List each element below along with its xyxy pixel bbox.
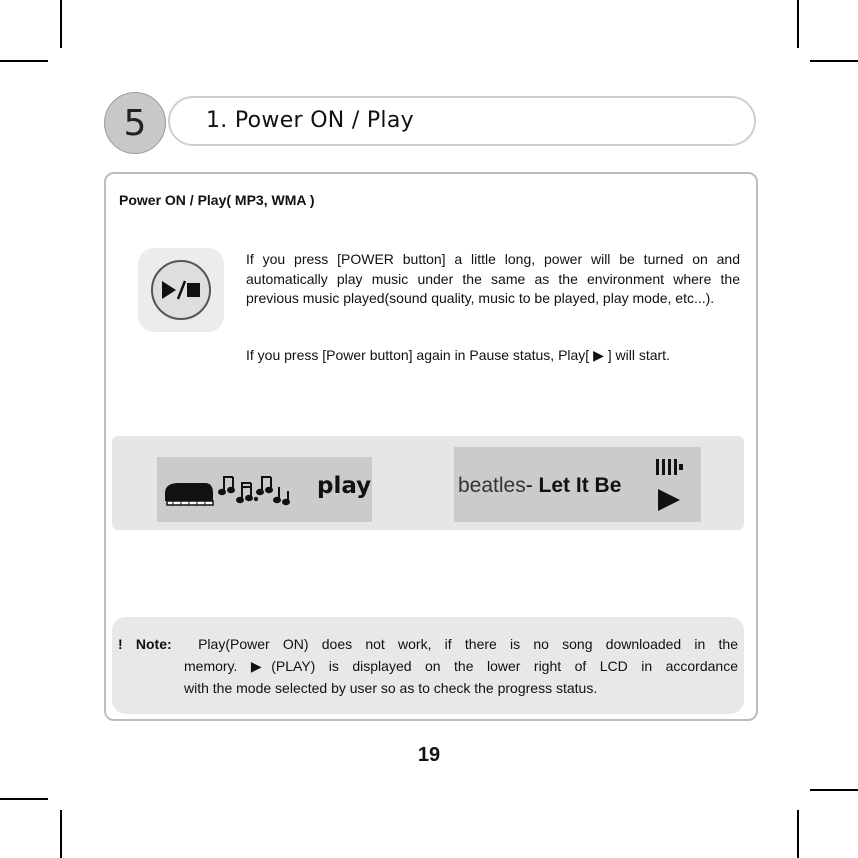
crop-mark-top-right-v bbox=[797, 0, 799, 48]
crop-mark-bottom-left-v bbox=[60, 810, 62, 858]
note-line-2: memory. ▶(PLAY) is displayed on the lower right of LCD in accordance bbox=[184, 658, 738, 674]
lcd-screen-song bbox=[454, 447, 701, 522]
crop-mark-bottom-left-h bbox=[0, 798, 48, 800]
chapter-number: 5 bbox=[123, 102, 147, 144]
battery-play-icon bbox=[654, 455, 688, 517]
crop-mark-bottom-right-v bbox=[797, 810, 799, 858]
play-stop-icon bbox=[138, 248, 224, 332]
page-title: 1. Power ON / Play bbox=[206, 108, 414, 133]
note-label: ! Note: bbox=[118, 636, 172, 652]
lcd-song-info bbox=[458, 474, 621, 498]
play-stop-glyph bbox=[161, 279, 201, 301]
section-heading: Power ON / Play( MP3, WMA ) bbox=[119, 192, 315, 208]
chapter-number-badge bbox=[104, 92, 166, 154]
note-line-3: with the mode selected by user so as to check the progress status. bbox=[184, 680, 598, 696]
crop-mark-top-left-v bbox=[60, 0, 62, 48]
lcd-song-title: Let It Be bbox=[538, 474, 622, 497]
piano-notes-icon bbox=[161, 471, 319, 511]
lcd-screen-play bbox=[157, 457, 372, 522]
crop-mark-top-left-h bbox=[0, 60, 48, 62]
lcd-play-label: play bbox=[317, 473, 372, 499]
instruction-paragraph-2: If you press [Power button] again in Pause status, Play[ ▶ ] will start. bbox=[246, 347, 670, 363]
power-button-graphic bbox=[151, 260, 211, 320]
lcd-separator: - bbox=[525, 474, 539, 497]
crop-mark-top-right-h bbox=[810, 60, 858, 62]
note-line-1: ! Note: Play(Power ON) does not work, if there is no song downloaded in the bbox=[118, 636, 738, 652]
page-number: 19 bbox=[417, 744, 441, 766]
crop-mark-bottom-right-h bbox=[810, 789, 858, 791]
instruction-paragraph-1: If you press [POWER button] a little long, power will be turned on and automatically play music under the same as the environment where the previous music played(sound quality, music to be played, play mode, etc...). bbox=[246, 251, 740, 306]
lcd-artist: beatles bbox=[458, 474, 526, 497]
